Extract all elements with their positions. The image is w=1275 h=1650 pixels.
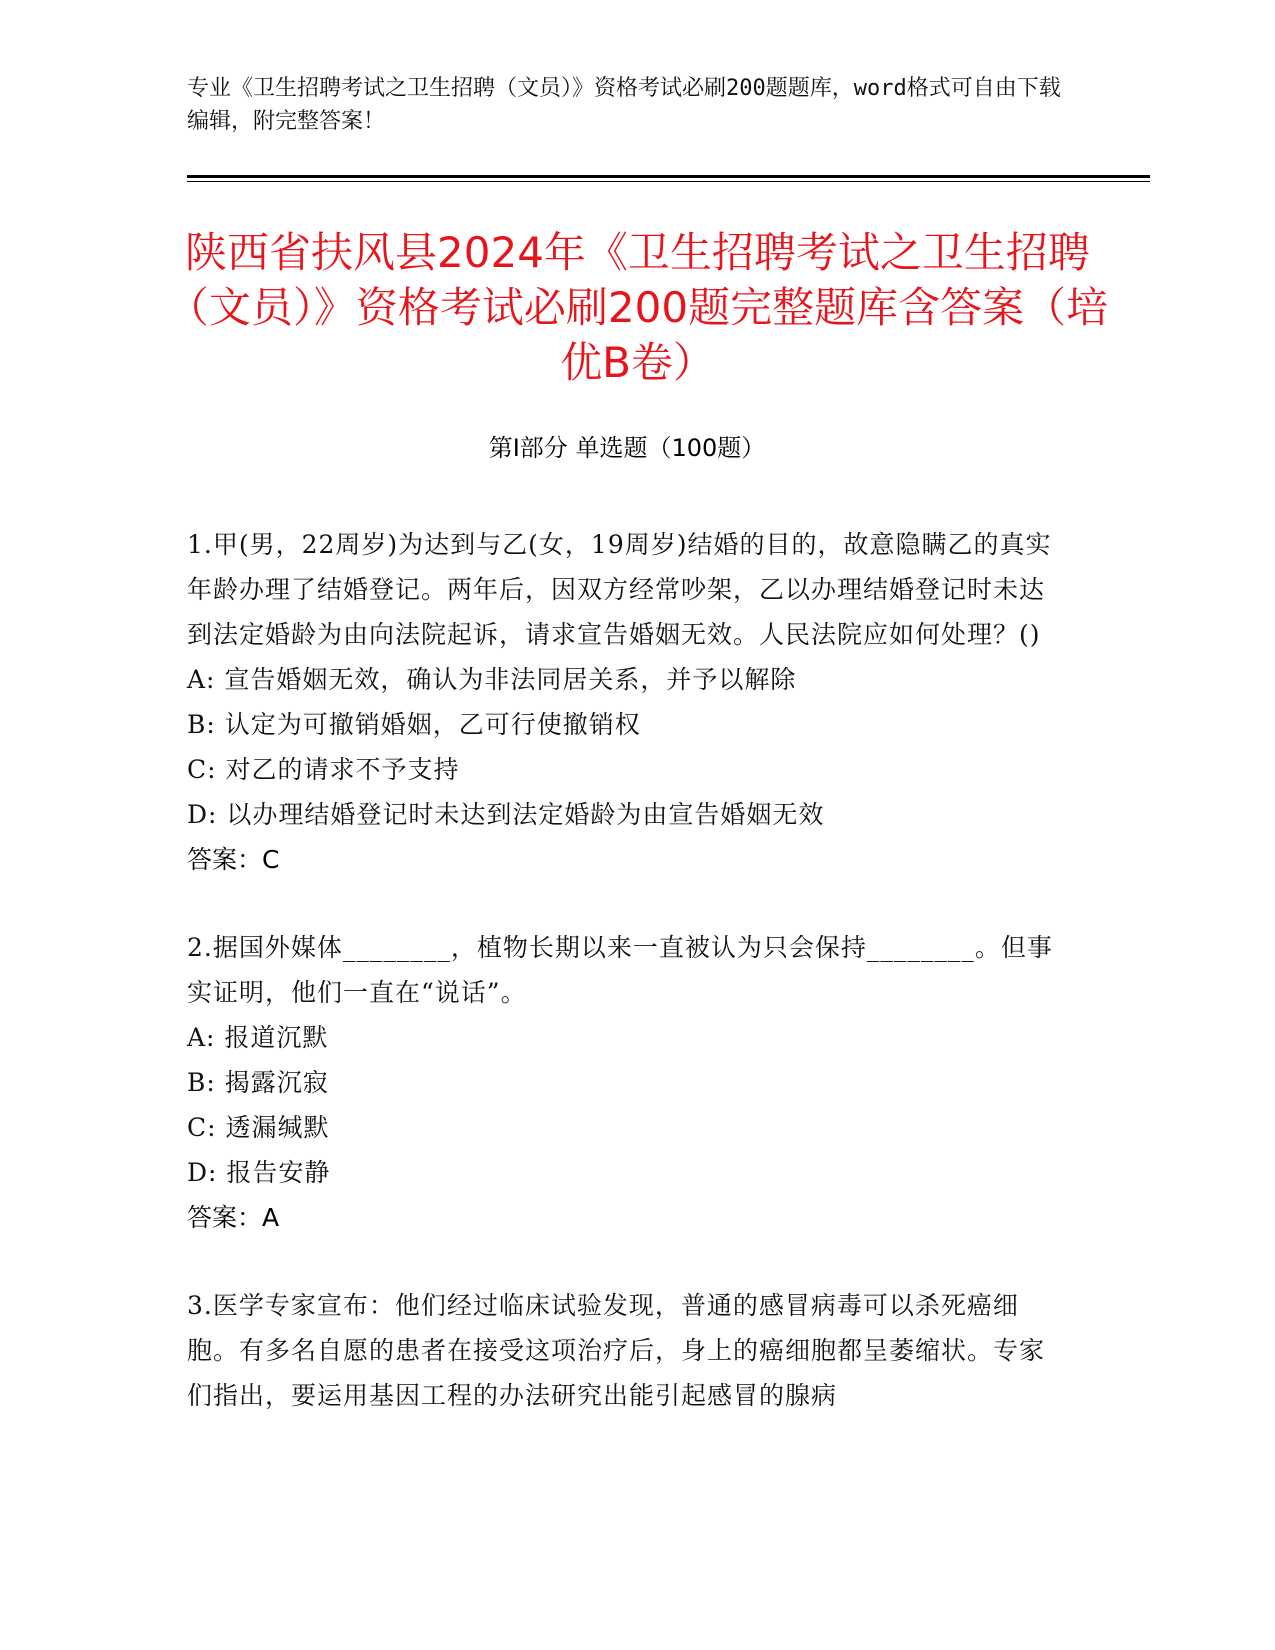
question-stem: 2.据国外媒体________，植物长期以来一直被认为只会保持________。但事实证明，他们一直在“说话”。 [187,933,1053,1007]
section-title: 第Ⅰ部分 单选题（100题） [488,434,766,462]
question-2 [187,925,1067,1240]
option-c: C: 透漏缄默 [187,1113,330,1142]
header-rule-thin [187,181,1150,182]
option-d: D: 报告安静 [187,1158,331,1187]
answer: 答案：A [187,1203,280,1232]
option-b: B: 揭露沉寂 [187,1068,329,1097]
question-stem: 3.医学专家宣布：他们经过临床试验发现，普通的感冒病毒可以杀死癌细胞。有多名自愿的患者在接受这项治疗后，身上的癌细胞都呈萎缩状。专家们指出，要运用基因工程的办法研究出能引起感冒的腺病 [187,1291,1046,1410]
answer: 答案：C [187,845,280,874]
option-d: D: 以办理结婚登记时未达到法定婚龄为由宣告婚姻无效 [187,800,825,829]
question-1 [187,522,1067,882]
question-3 [187,1283,1067,1418]
document-title: 陕西省扶风县2024年《卫生招聘考试之卫生招聘（文员）》资格考试必刷200题完整题库含答案（培优B卷） [166,228,1109,387]
option-b: B: 认定为可撤销婚姻，乙可行使撤销权 [187,710,641,739]
question-stem: 1.甲(男，22周岁)为达到与乙(女，19周岁)结婚的目的，故意隐瞒乙的真实年龄办理了结婚登记。两年后，因双方经常吵架，乙以办理结婚登记时未达到法定婚龄为由向法院起诉，请求宣告婚姻无效。人民法院应如何处理？() [187,530,1052,649]
question-list [187,522,1067,1461]
option-a: A: 宣告婚姻无效，确认为非法同居关系，并予以解除 [187,665,797,694]
option-c: C: 对乙的请求不予支持 [187,755,460,784]
header-rule-thick [187,175,1150,178]
header-note: 专业《卫生招聘考试之卫生招聘（文员）》资格考试必刷200题题库，word格式可自由下载编辑，附完整答案！ [187,76,1061,134]
option-a: A: 报道沉默 [187,1023,329,1052]
